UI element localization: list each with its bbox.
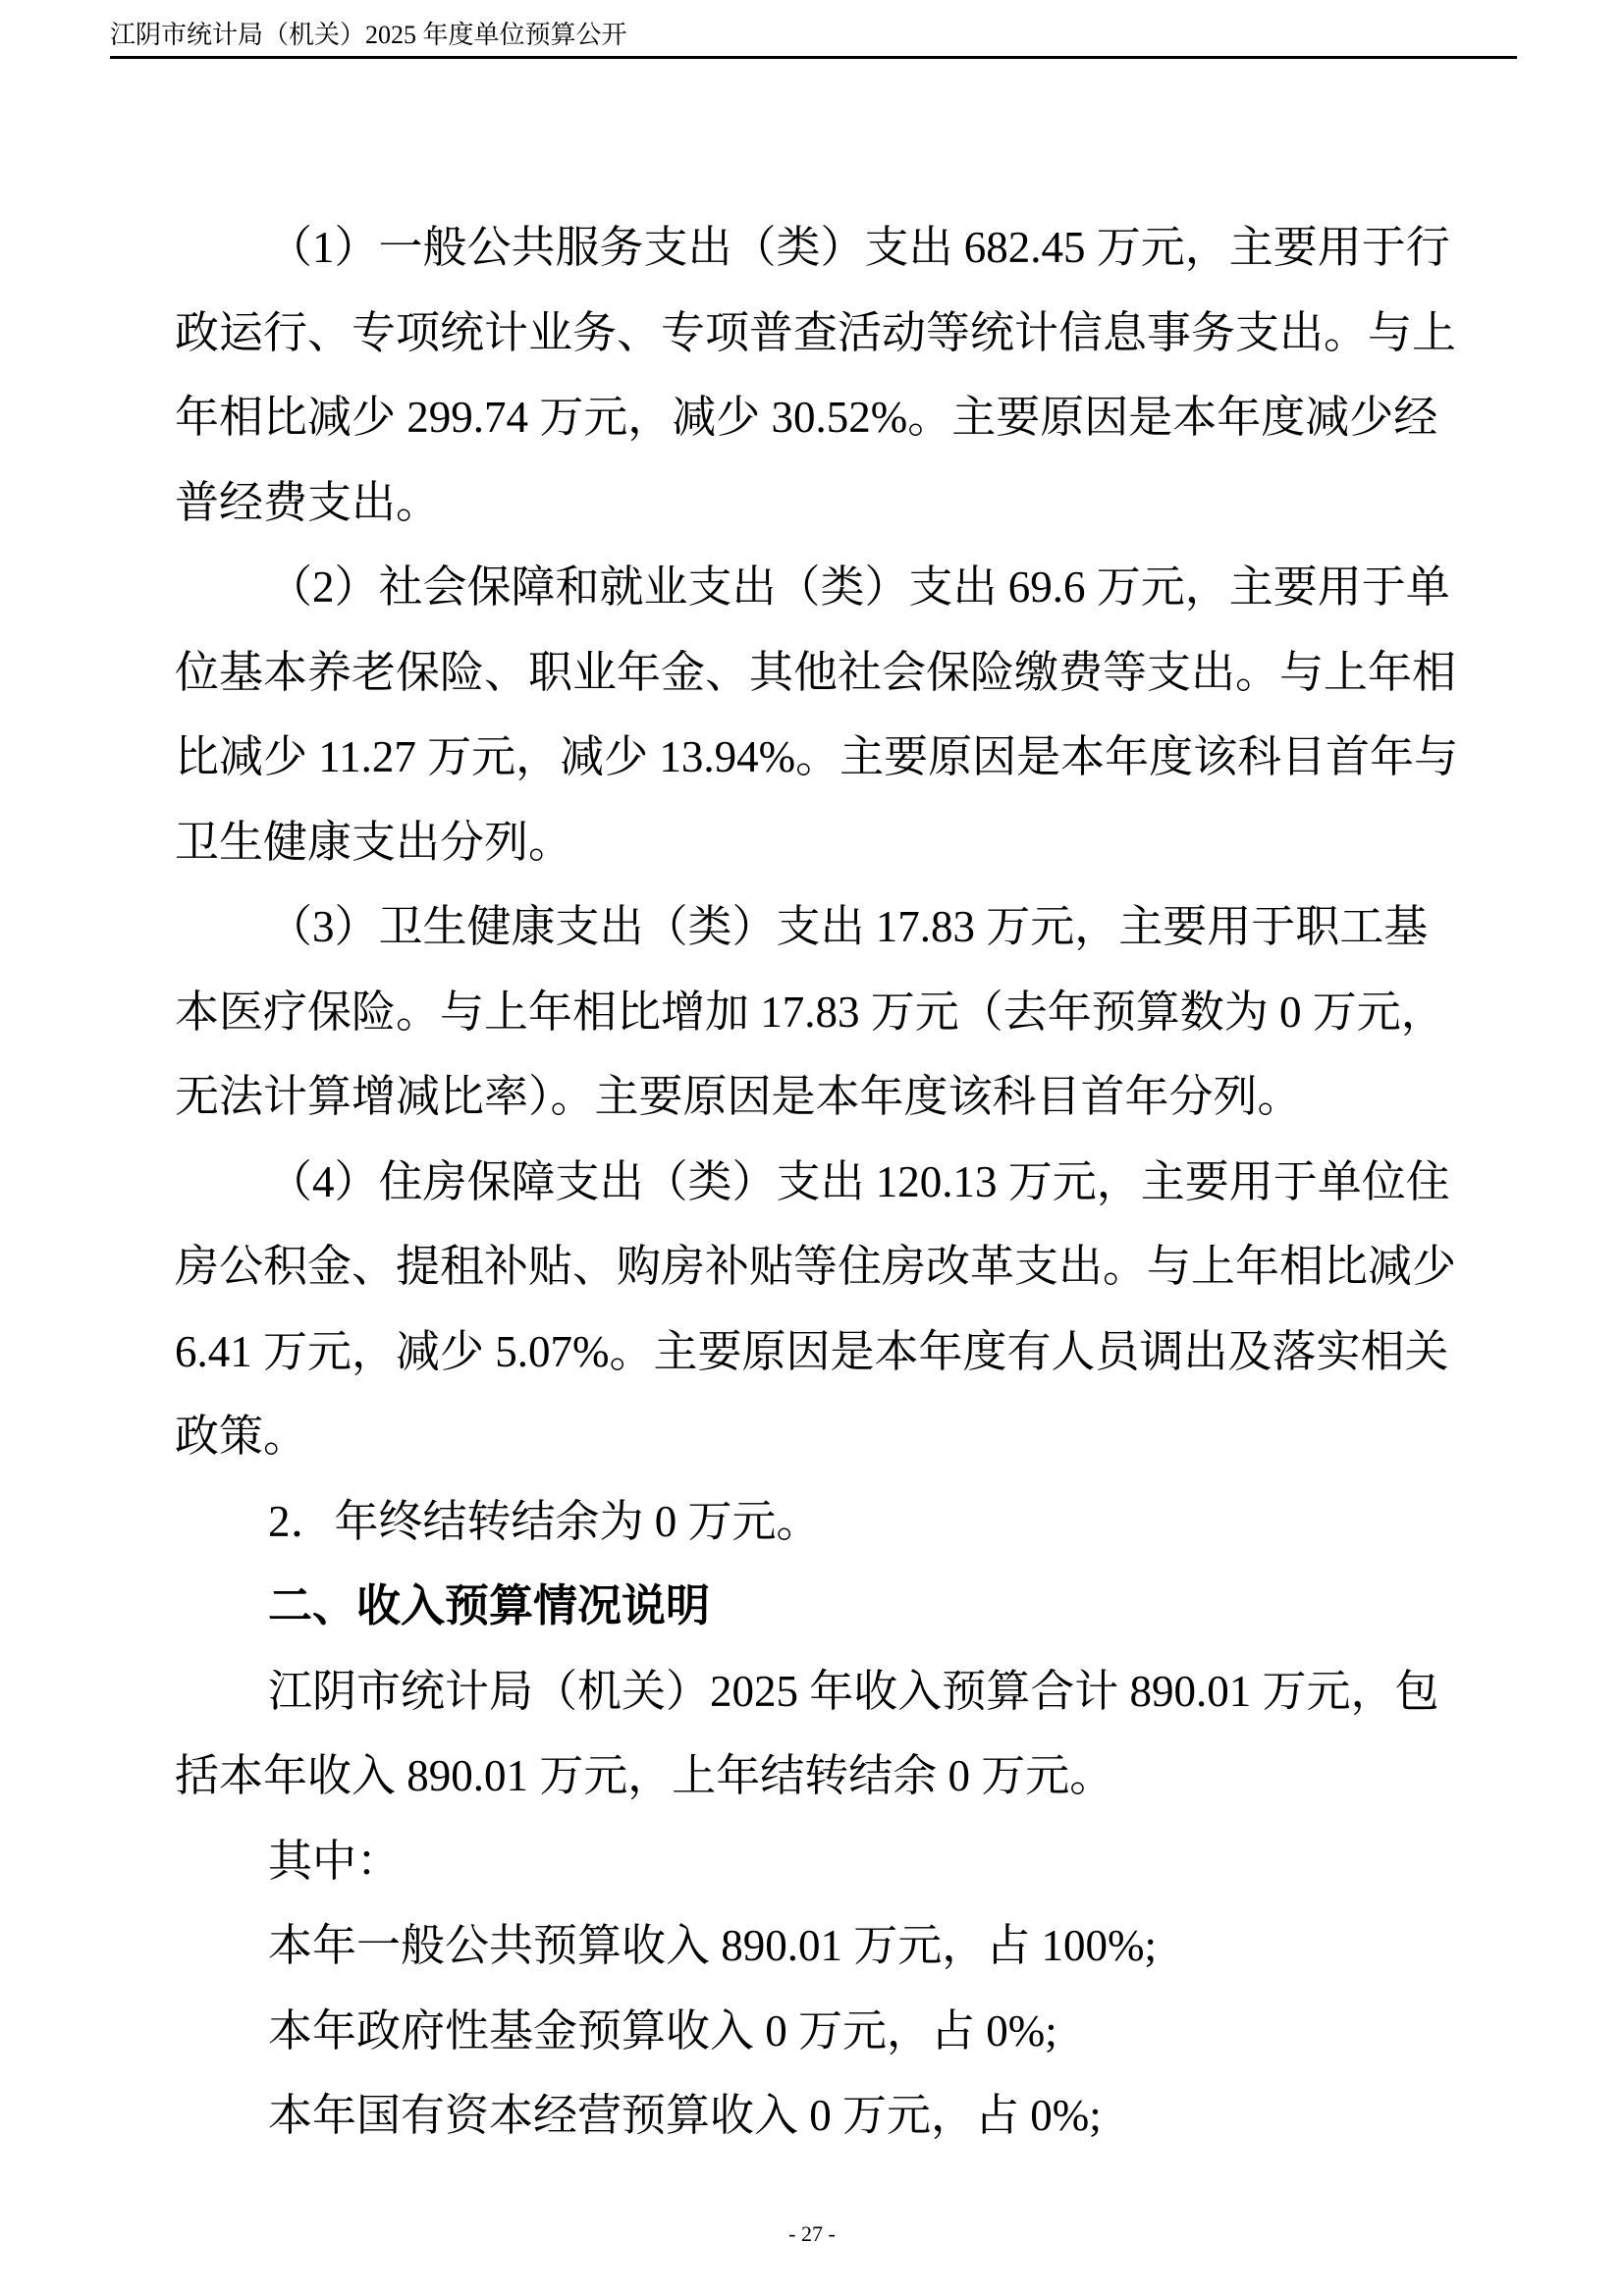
text-line: 本医疗保险。与上年相比增加 17.83 万元（去年预算数为 0 万元， <box>175 987 1445 1037</box>
text-line: 普经费支出。 <box>175 477 441 527</box>
section-heading: 二、收入预算情况说明 <box>268 1580 711 1630</box>
page-footer <box>0 2216 1624 2252</box>
text-line: 比减少 11.27 万元，减少 13.94%。主要原因是本年度该科目首年与 <box>175 732 1459 781</box>
header-title: 江阴市统计局（机关）2025 年度单位预算公开 <box>110 21 627 49</box>
text-line: 位基本养老保险、职业年金、其他社会保险缴费等支出。与上年相 <box>175 647 1457 697</box>
page-number: - 27 - <box>788 2221 836 2246</box>
text-line: 6.41 万元，减少 5.07%。主要原因是本年度有人员调出及落实相关 <box>175 1326 1449 1376</box>
text-line: 本年国有资本经营预算收入 0 万元，占 0%; <box>268 2091 1102 2140</box>
text-line: 江阴市统计局（机关）2025 年收入预算合计 890.01 万元，包 <box>268 1666 1439 1716</box>
text-line: 其中： <box>268 1836 402 1886</box>
page-header <box>110 16 1517 55</box>
text-line: 卫生健康支出分列。 <box>175 817 573 867</box>
text-line: 政策。 <box>175 1412 308 1461</box>
text-line: 2．年终结转结余为 0 万元。 <box>268 1496 821 1546</box>
text-line: 括本年收入 890.01 万元，上年结转结余 0 万元。 <box>175 1751 1114 1800</box>
text-line: 本年政府性基金预算收入 0 万元，占 0%; <box>268 2005 1057 2056</box>
text-line: 房公积金、提租补贴、购房补贴等住房改革支出。与上年相比减少 <box>175 1242 1457 1291</box>
text-line: （2）社会保障和就业支出（类）支出 69.6 万元，主要用于单 <box>268 562 1450 612</box>
text-line: 年相比减少 299.74 万元，减少 30.52%。主要原因是本年度减少经 <box>175 393 1438 442</box>
text-line: （4）住房保障支出（类）支出 120.13 万元，主要用于单位住 <box>268 1156 1450 1206</box>
text-line: （1）一般公共服务支出（类）支出 682.45 万元，主要用于行 <box>268 223 1450 272</box>
text-line: 本年一般公共预算收入 890.01 万元，占 100%; <box>268 1921 1157 1970</box>
document-body <box>175 205 1459 2159</box>
text-line: 政运行、专项统计业务、专项普查活动等统计信息事务支出。与上 <box>175 307 1457 357</box>
text-line: 无法计算增减比率）。主要原因是本年度该科目首年分列。 <box>175 1072 1302 1121</box>
header-rule <box>110 56 1517 59</box>
text-line: （3）卫生健康支出（类）支出 17.83 万元，主要用于职工基 <box>268 902 1429 951</box>
